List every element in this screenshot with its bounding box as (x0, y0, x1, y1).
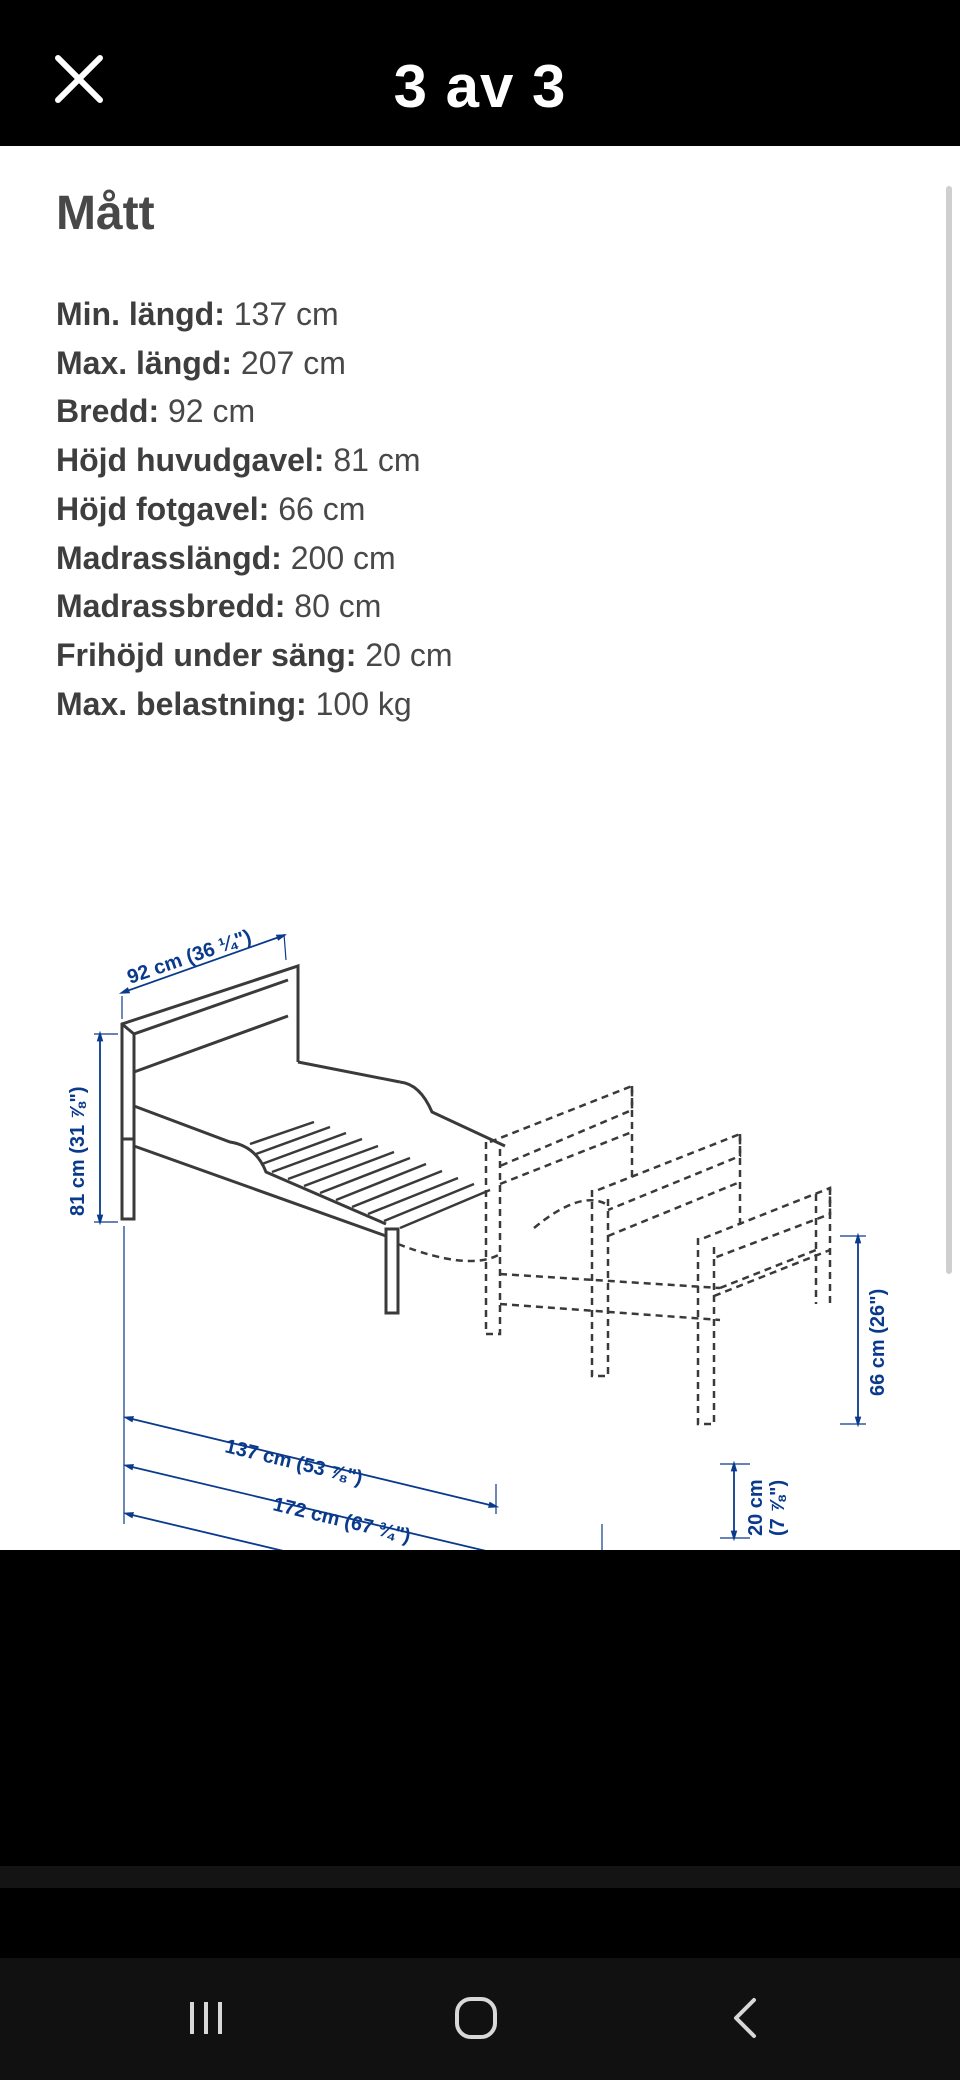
bed-extension-3 (698, 1188, 830, 1424)
spec-label: Höjd fotgavel: (56, 490, 270, 527)
dim-head-height (67, 1034, 118, 1222)
product-image-sheet (0, 146, 960, 1604)
viewer-header (0, 0, 960, 146)
spec-value: 80 cm (285, 588, 382, 625)
spec-row (56, 290, 452, 339)
bed-headboard (122, 966, 298, 1219)
home-icon (446, 1988, 506, 2048)
back-icon (716, 1988, 776, 2048)
spec-label: Min. längd: (56, 296, 225, 332)
section-title: Mått (56, 187, 155, 240)
dim-lengths (124, 1226, 702, 1604)
bed-slats (250, 1122, 490, 1228)
system-navbar (0, 1958, 960, 2080)
spec-row (56, 436, 452, 485)
spec-label: Max. längd: (56, 344, 233, 381)
bed-dimension-diagram (60, 884, 920, 1604)
dim-width-label: 92 cm (36 ¼") (124, 925, 255, 989)
spec-value: 100 kg (306, 685, 412, 722)
spec-row (56, 534, 452, 583)
spec-label: Frihöjd under säng: (56, 636, 357, 673)
spec-value: 20 cm (356, 636, 453, 673)
back-button[interactable] (706, 1988, 786, 2048)
dim-len-max-label: 207 cm (81 ½") (314, 1549, 457, 1604)
spec-value: 200 cm (281, 539, 396, 576)
dim-clearance-in-label: (7 ⅞") (767, 1479, 789, 1536)
spec-row (56, 485, 452, 534)
dim-len-min-label: 137 cm (53 ⅞") (222, 1435, 365, 1490)
spec-label: Madrassbredd: (56, 588, 286, 625)
dim-clearance-cm-label: 20 cm (745, 1479, 767, 1536)
spec-label: Höjd huvudgavel: (56, 442, 325, 479)
spec-label: Bredd: (56, 393, 160, 430)
dim-clearance (720, 1464, 789, 1538)
spec-label: Max. belastning: (56, 685, 307, 722)
bed-extension-1 (398, 1086, 632, 1334)
dim-width (122, 926, 286, 1019)
page-counter: 3 av 3 (393, 53, 567, 120)
dim-len-mid-label: 172 cm (67 ¾") (270, 1493, 413, 1548)
scrollbar[interactable] (946, 186, 952, 1274)
recents-button[interactable] (166, 1988, 246, 2048)
dim-head-height-label: 81 cm (31 ⅞") (67, 1086, 89, 1216)
spec-label: Madrasslängd: (56, 539, 282, 576)
spec-value: 66 cm (269, 490, 366, 527)
spec-value: 137 cm (224, 296, 339, 332)
home-button[interactable] (436, 1988, 516, 2048)
spec-row (56, 339, 452, 388)
divider-band (0, 1866, 960, 1888)
spec-row (56, 582, 452, 631)
dimension-list (56, 290, 452, 728)
spec-row (56, 631, 452, 680)
dim-foot-height (840, 1236, 889, 1424)
spec-value: 92 cm (159, 393, 256, 430)
recents-icon (176, 1988, 236, 2048)
spec-value: 81 cm (324, 442, 421, 479)
bed-frame (134, 1062, 505, 1313)
spec-value: 207 cm (232, 344, 346, 381)
dim-foot-height-label: 66 cm (26") (867, 1288, 889, 1396)
spec-row (56, 680, 452, 729)
spec-row (56, 387, 452, 436)
